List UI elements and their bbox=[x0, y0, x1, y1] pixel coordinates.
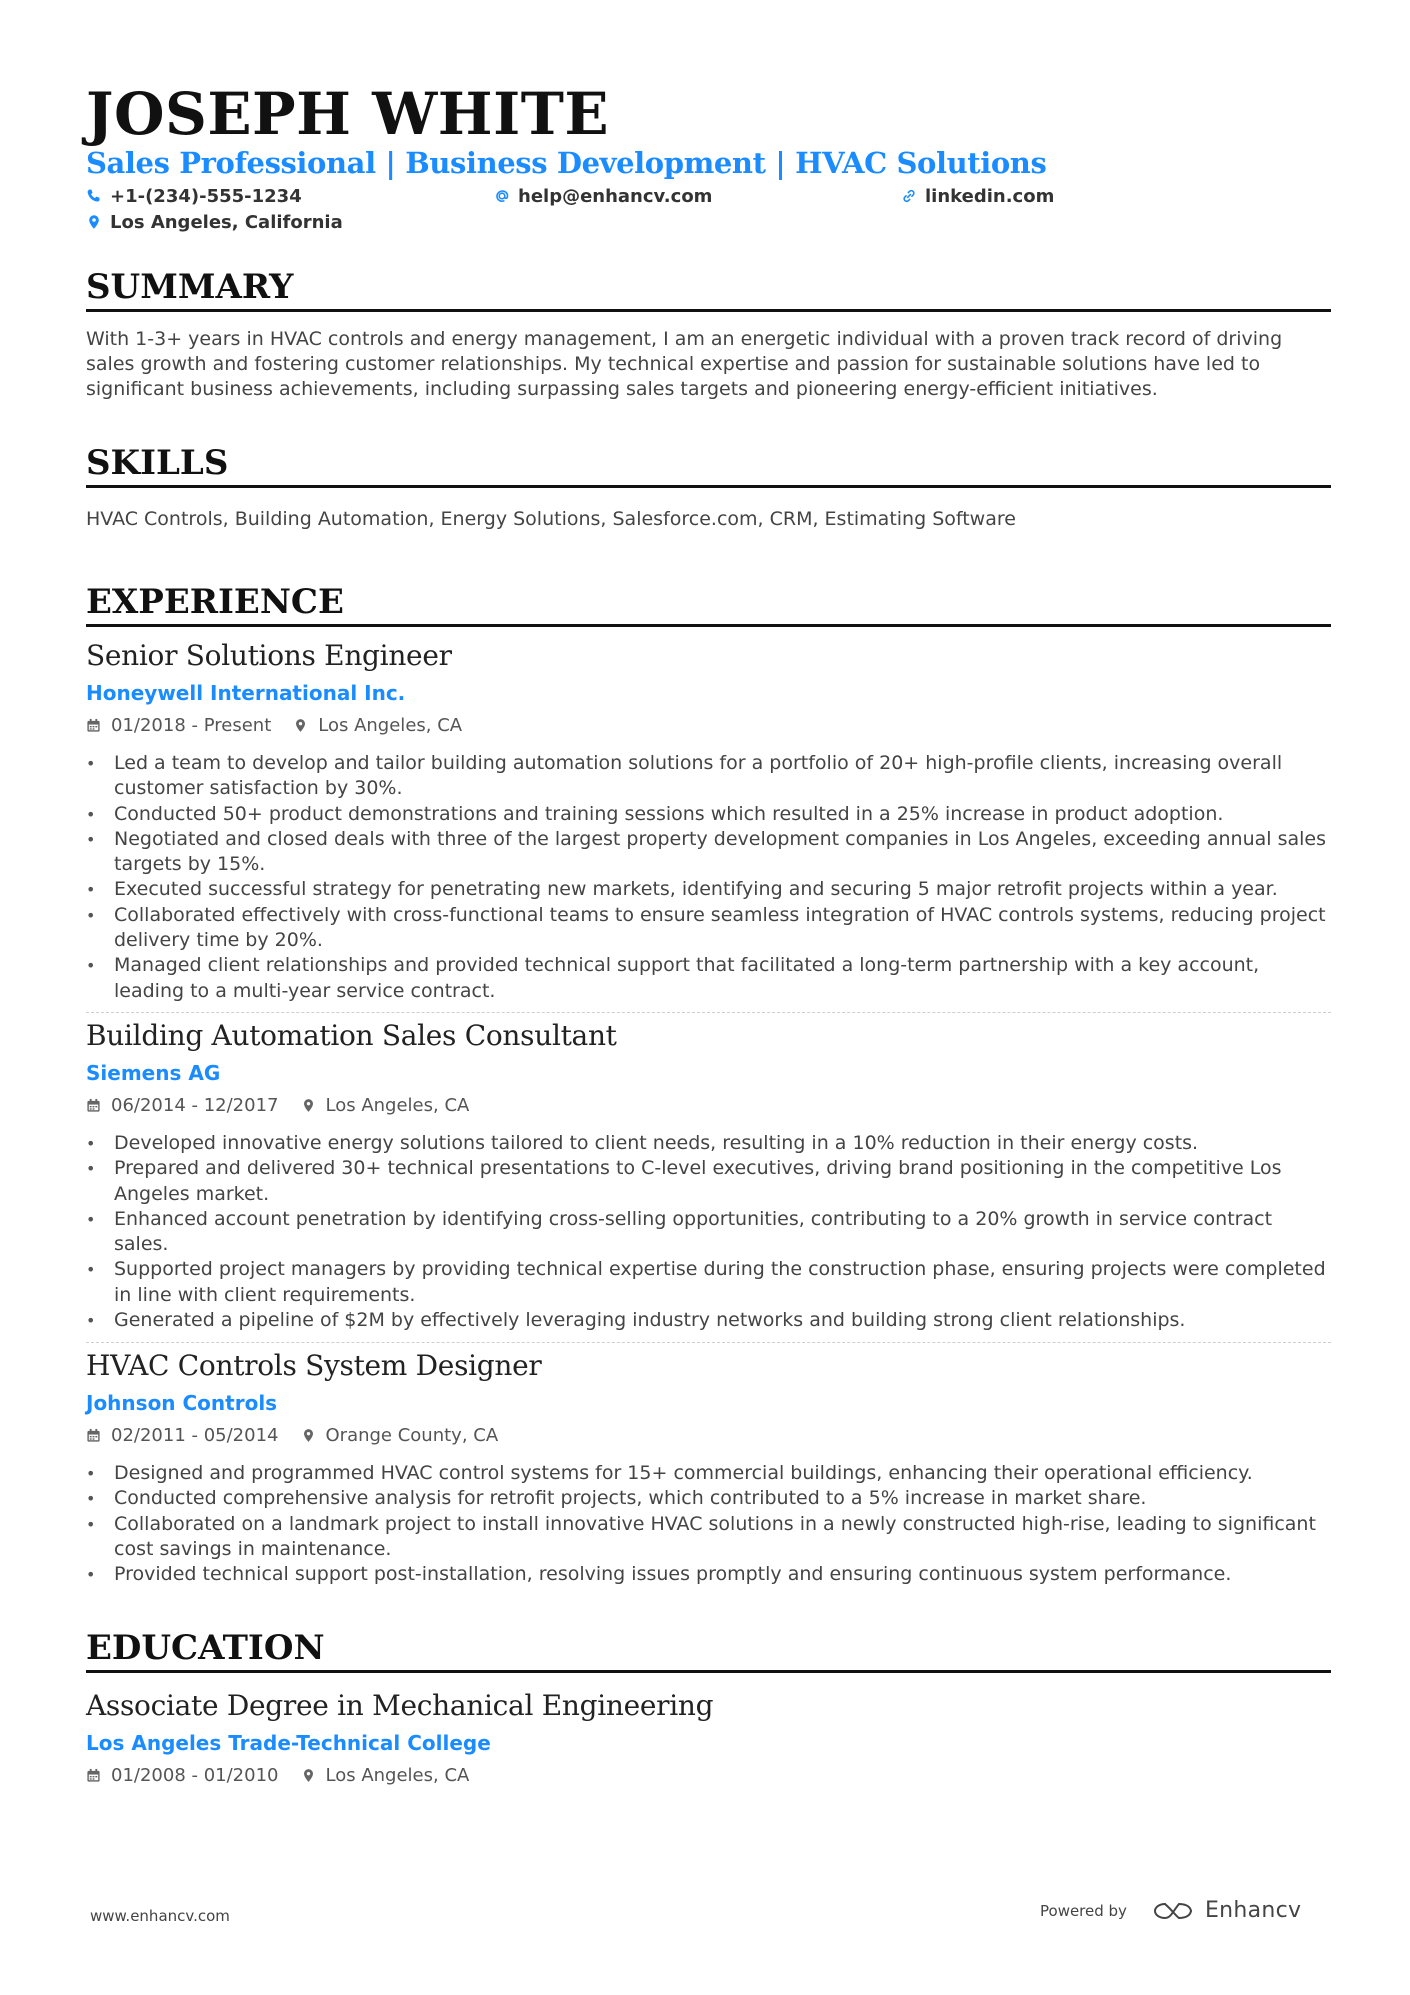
bullet-item: • Collaborated effectively with cross-functional teams to ensure seamless integration of HVAC controls systems, reducing project delivery time by 20%. bbox=[86, 903, 1331, 954]
job-meta bbox=[86, 1424, 498, 1448]
bullet-item: • Generated a pipeline of $2M by effectively leveraging industry networks and building strong client relationships. bbox=[86, 1308, 1331, 1333]
contact-location bbox=[86, 211, 343, 235]
job-role: Building Automation Sales Consultant bbox=[86, 1019, 617, 1052]
contact-phone[interactable] bbox=[86, 185, 302, 209]
bullet-item: • Managed client relationships and provided technical support that facilitated a long-term partnership with a key account, leading to a multi-year service contract. bbox=[86, 953, 1331, 1004]
resume-tagline: Sales Professional | Business Development | HVAC Solutions bbox=[86, 146, 1047, 180]
phone-icon bbox=[86, 188, 104, 206]
bullet-item: • Conducted comprehensive analysis for retrofit projects, which contributed to a 5% increase in market share. bbox=[86, 1486, 1331, 1511]
footer-branding[interactable] bbox=[1040, 1898, 1301, 1923]
education-location: Los Angeles, CA bbox=[325, 1765, 470, 1786]
job-meta bbox=[86, 714, 462, 738]
job-role: HVAC Controls System Designer bbox=[86, 1349, 542, 1382]
bullet-item: • Developed innovative energy solutions tailored to client needs, resulting in a 10% reduction in their energy costs. bbox=[86, 1131, 1331, 1156]
education-heading: EDUCATION bbox=[86, 1626, 1331, 1673]
at-icon bbox=[494, 188, 512, 206]
job-company: Johnson Controls bbox=[86, 1391, 278, 1415]
bullet-item: • Supported project managers by providing technical expertise during the construction phase, ensuring projects were completed in line with client requirements. bbox=[86, 1257, 1331, 1308]
job-bullets bbox=[86, 751, 1331, 1004]
job-dates: 06/2014 - 12/2017 bbox=[111, 1095, 279, 1116]
job-company: Siemens AG bbox=[86, 1061, 221, 1085]
bullet-item: • Collaborated on a landmark project to install innovative HVAC solutions in a newly constructed high-rise, leading to significant cost savings in maintenance. bbox=[86, 1512, 1331, 1563]
job-location: Los Angeles, CA bbox=[325, 1095, 470, 1116]
bullet-item: • Provided technical support post-installation, resolving issues promptly and ensuring continuous system performance. bbox=[86, 1562, 1331, 1587]
job-location: Los Angeles, CA bbox=[318, 715, 463, 736]
bullet-item: • Enhanced account penetration by identifying cross-selling opportunities, contributing to a 20% growth in service contract sales. bbox=[86, 1207, 1331, 1258]
location-pin-icon bbox=[293, 718, 309, 734]
skills-text: HVAC Controls, Building Automation, Energy Solutions, Salesforce.com, CRM, Estimating Software bbox=[86, 508, 1016, 530]
bullet-item: • Prepared and delivered 30+ technical presentations to C-level executives, driving brand positioning in the competitive Los Angeles market. bbox=[86, 1156, 1331, 1207]
location-pin-icon bbox=[301, 1768, 317, 1784]
calendar-icon bbox=[86, 1098, 102, 1114]
linkedin-text: linkedin.com bbox=[925, 186, 1055, 207]
summary-text: With 1-3+ years in HVAC controls and energy management, I am an energetic individual with a proven track record of driving sales growth and fostering customer relationships. My technical expertise and passion for sustainable solutions have led to significant business achievements, including surpassing sales targets and pioneering energy-efficient initiatives. bbox=[86, 328, 1283, 400]
calendar-icon bbox=[86, 1428, 102, 1444]
calendar-icon bbox=[86, 718, 102, 734]
job-dates: 01/2018 - Present bbox=[111, 715, 272, 736]
divider bbox=[86, 1012, 1331, 1013]
bullet-item: • Negotiated and closed deals with three of the largest property development companies in Los Angeles, exceeding annual sales targets by 15%. bbox=[86, 827, 1331, 878]
location-pin-icon bbox=[301, 1098, 317, 1114]
job-role: Senior Solutions Engineer bbox=[86, 639, 452, 672]
phone-text: +1-(234)-555-1234 bbox=[110, 186, 302, 207]
bullet-item: • Executed successful strategy for penetrating new markets, identifying and securing 5 major retrofit projects within a year. bbox=[86, 877, 1331, 902]
contact-email[interactable] bbox=[494, 185, 712, 209]
job-bullets bbox=[86, 1131, 1331, 1333]
footer-website-link[interactable]: www.enhancv.com bbox=[90, 1907, 230, 1925]
skills-heading: SKILLS bbox=[86, 441, 1331, 488]
location-pin-icon bbox=[86, 214, 104, 232]
job-dates: 02/2011 - 05/2014 bbox=[111, 1425, 279, 1446]
education-meta bbox=[86, 1764, 469, 1788]
education-school: Los Angeles Trade-Technical College bbox=[86, 1731, 491, 1755]
bullet-item: • Led a team to develop and tailor building automation solutions for a portfolio of 20+ high-profile clients, increasing overall customer satisfaction by 30%. bbox=[86, 751, 1331, 802]
job-bullets bbox=[86, 1461, 1331, 1587]
enhancv-logo-icon bbox=[1151, 1900, 1195, 1922]
job-company: Honeywell International Inc. bbox=[86, 681, 406, 705]
divider bbox=[86, 1342, 1331, 1343]
education-degree: Associate Degree in Mechanical Engineering bbox=[86, 1689, 714, 1722]
brand-name: Enhancv bbox=[1204, 1898, 1302, 1923]
location-text: Los Angeles, California bbox=[110, 212, 343, 233]
bullet-item: • Designed and programmed HVAC control systems for 15+ commercial buildings, enhancing their operational efficiency. bbox=[86, 1461, 1331, 1486]
job-location: Orange County, CA bbox=[325, 1425, 499, 1446]
email-text: help@enhancv.com bbox=[518, 186, 713, 207]
resume-name: JOSEPH WHITE bbox=[86, 80, 610, 148]
education-dates: 01/2008 - 01/2010 bbox=[111, 1765, 279, 1786]
contact-linkedin[interactable] bbox=[901, 185, 1054, 209]
powered-by-text: Powered by bbox=[1040, 1901, 1127, 1920]
bullet-item: • Conducted 50+ product demonstrations and training sessions which resulted in a 25% increase in product adoption. bbox=[86, 802, 1331, 827]
experience-heading: EXPERIENCE bbox=[86, 580, 1331, 627]
link-icon bbox=[901, 188, 919, 206]
location-pin-icon bbox=[301, 1428, 317, 1444]
summary-heading: SUMMARY bbox=[86, 265, 1331, 312]
calendar-icon bbox=[86, 1768, 102, 1784]
job-meta bbox=[86, 1094, 469, 1118]
